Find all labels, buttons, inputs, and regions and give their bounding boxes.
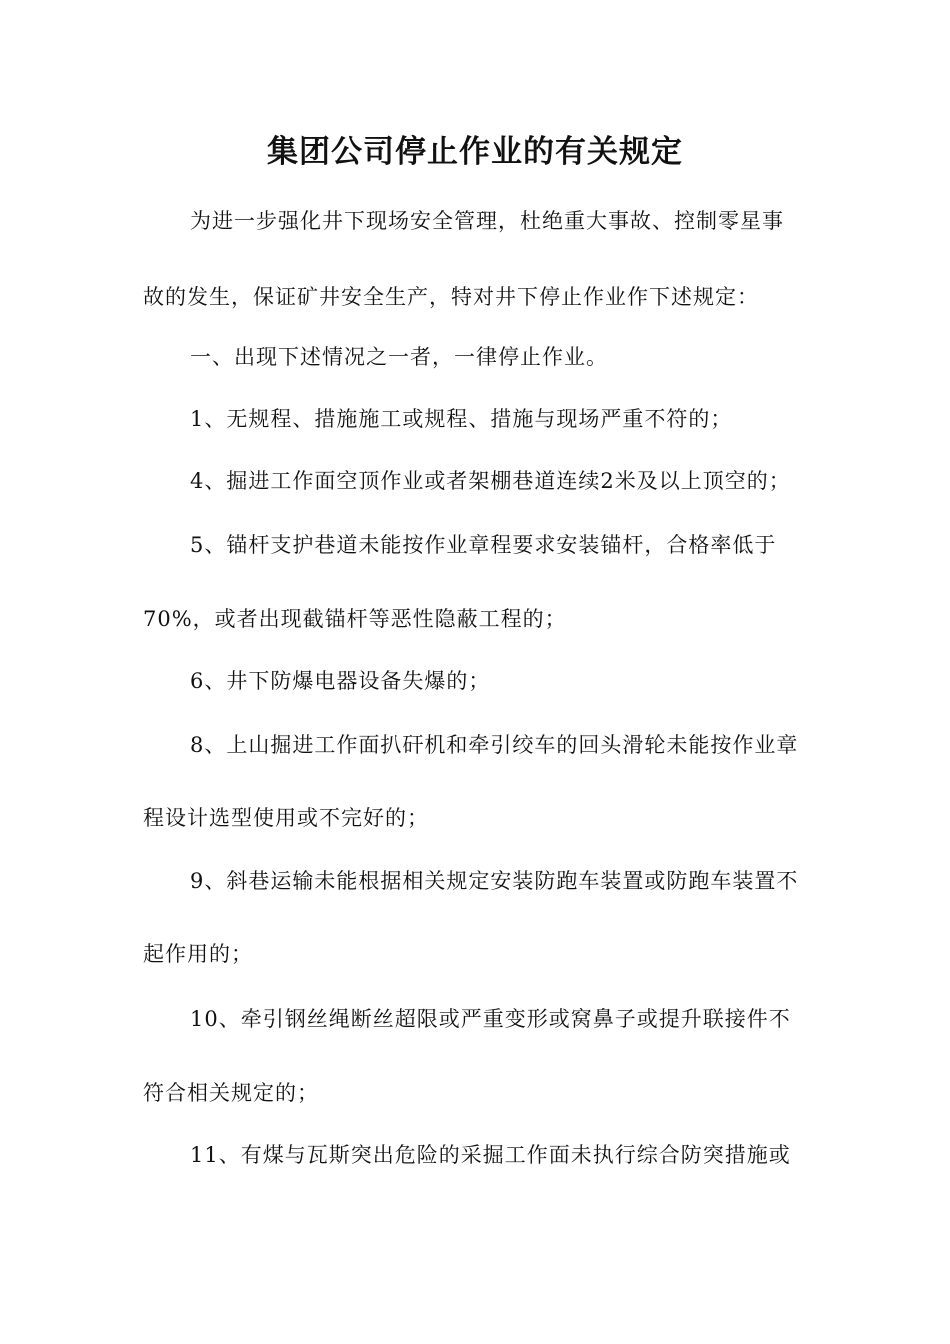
list-item-continuation: 70%，或者出现截锚杆等恶性隐蔽工程的； (143, 607, 567, 631)
list-item: 9、斜巷运输未能根据相关规定安装防跑车装置或防跑车装置不 (190, 869, 799, 893)
list-item: 6、井下防爆电器设备失爆的； (190, 669, 491, 693)
page-title: 集团公司停止作业的有关规定 (267, 134, 683, 170)
paragraph-line: 为进一步强化井下现场安全管理，杜绝重大事故、控制零星事 (190, 209, 784, 233)
list-item-continuation: 起作用的； (143, 942, 253, 966)
list-item: 4、掘进工作面空顶作业或者架棚巷道连续2米及以上顶空的； (190, 469, 791, 493)
list-item-continuation: 程设计选型使用或不完好的； (143, 806, 429, 830)
list-item: 11、有煤与瓦斯突出危险的采掘工作面未执行综合防突措施或 (190, 1143, 791, 1167)
section-heading: 一、出现下述情况之一者，一律停止作业。 (190, 345, 608, 369)
paragraph-line: 故的发生，保证矿井安全生产，特对井下停止作业作下述规定： (143, 285, 759, 309)
list-item: 5、锚杆支护巷道未能按作业章程要求安装锚杆，合格率低于 (190, 533, 777, 557)
list-item: 8、上山掘进工作面扒矸机和牵引绞车的回头滑轮未能按作业章 (190, 733, 799, 757)
list-item: 10、牵引钢丝绳断丝超限或严重变形或窝鼻子或提升联接件不 (190, 1007, 791, 1031)
list-item-continuation: 符合相关规定的； (143, 1081, 319, 1105)
list-item: 1、无规程、措施施工或规程、措施与现场严重不符的； (190, 407, 733, 431)
